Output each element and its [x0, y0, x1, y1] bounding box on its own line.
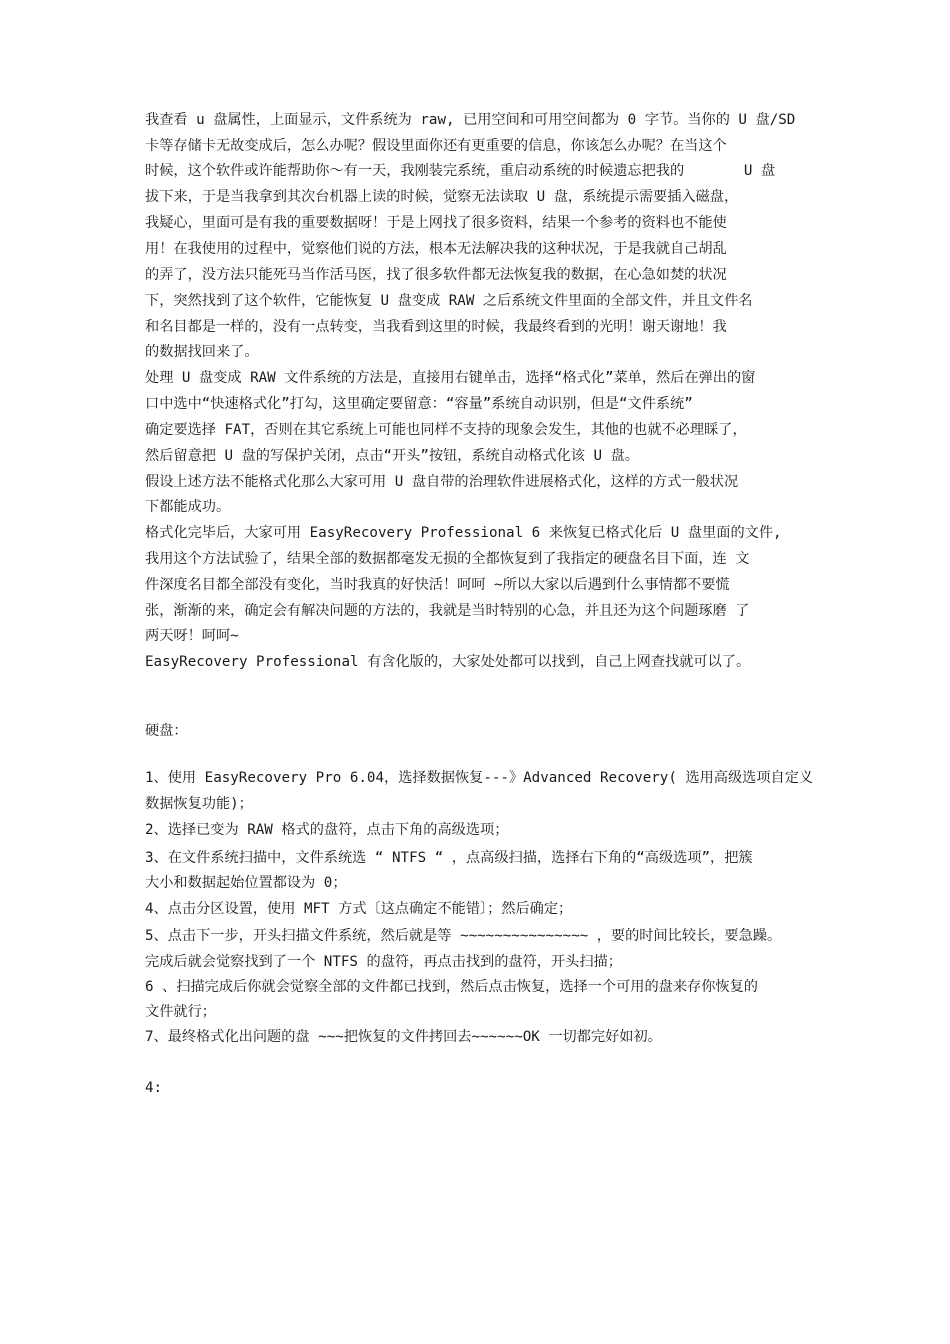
text-line: 然后留意把 U 盘的写保护关闭，点击“开头”按钮，系统自动格式化该 U 盘。	[145, 448, 639, 464]
text-line: 下，突然找到了这个软件，它能恢复 U 盘变成 RAW 之后系统文件里面的全部文件，并且文件名	[145, 293, 753, 309]
list-item: 大小和数据起始位置都设为 0；	[145, 875, 347, 891]
text-line: 用！在我使用的过程中，觉察他们说的方法，根本无法解决我的这种状况，于是我就自己胡乱	[145, 241, 727, 257]
list-item: 文件就行；	[145, 1004, 216, 1020]
list-item: 7、最终格式化出问题的盘 ~~~把恢复的文件拷回去~~~~~~OK 一切都完好如初。	[145, 1029, 662, 1045]
text-line: 我用这个方法试验了，结果全部的数据都毫发无损的全都恢复到了我指定的硬盘名目下面，连 文	[145, 551, 750, 567]
list-item: 5、点击下一步，开头扫描文件系统，然后就是等 ~~~~~~~~~~~~~~~ ，要的时间比较长，要急躁。	[145, 928, 782, 944]
text-line: 我疑心，里面可是有我的重要数据呀！于是上网找了很多资料，结果一个参考的资料也不能使	[145, 215, 727, 231]
text-line: 下都能成功。	[145, 499, 231, 515]
list-item: 3、在文件系统扫描中，文件系统选 “ NTFS “ ，点高级扫描，选择右下角的“高级选项”，把簇	[145, 850, 753, 866]
text-line: 确定要选择 FAT，否则在其它系统上可能也同样不支持的现象会发生，其他的也就不必理睬了，	[145, 422, 747, 438]
list-item: 1、使用 EasyRecovery Pro 6.04，选择数据恢复---》Advanced Recovery( 选用高级选项自定义	[145, 770, 814, 786]
text-line: 假设上述方法不能格式化那么大家可用 U 盘自带的治理软件进展格式化，这样的方式一般状况	[145, 474, 739, 490]
text-line: 件深度名目都全部没有变化，当时我真的好快活！呵呵 ~所以大家以后遇到什么事情都不要慌	[145, 577, 730, 593]
list-item: 4、点击分区设置，使用 MFT 方式〔这点确定不能错〕；然后确定；	[145, 901, 573, 917]
section-heading: 4:	[145, 1080, 163, 1096]
list-item: 数据恢复功能)；	[145, 796, 253, 812]
text-line: 时候，这个软件或许能帮助你～有一天，我刚装完系统，重启动系统的时候遗忘把我的 U 盘	[145, 163, 776, 179]
list-item: 2、选择已变为 RAW 格式的盘符，点击下角的高级选项；	[145, 822, 509, 838]
list-item: 6 、扫描完成后你就会觉察全部的文件都已找到，然后点击恢复，选择一个可用的盘来存你恢复的	[145, 979, 758, 995]
text-line: 两天呀！呵呵~	[145, 628, 239, 644]
text-line: 我查看 u 盘属性，上面显示，文件系统为 raw, 已用空间和可用空间都为 0 字节。当你的 U 盘/SD	[145, 112, 796, 128]
text-line: 张，渐渐的来，确定会有解决问题的方法的，我就是当时特别的心急，并且还为这个问题琢磨 了	[145, 603, 750, 619]
text-line: 的数据找回来了。	[145, 344, 259, 360]
text-line: 口中选中“快速格式化”打勾，这里确定要留意：“容量”系统自动识别，但是“文件系统”	[145, 396, 693, 412]
text-line: 和名目都是一样的，没有一点转变，当我看到这里的时候，我最终看到的光明！谢天谢地！我	[145, 319, 727, 335]
list-item: 完成后就会觉察找到了一个 NTFS 的盘符，再点击找到的盘符，开头扫描；	[145, 954, 622, 970]
text-line: 处理 U 盘变成 RAW 文件系统的方法是，直接用右键单击，选择“格式化”菜单，然后在弹出的窗	[145, 370, 756, 386]
section-heading: 硬盘：	[145, 723, 188, 739]
text-line: 拔下来，于是当我拿到其次台机器上读的时候，觉察无法读取 U 盘，系统提示需要插入磁盘，	[145, 189, 739, 205]
text-line: 格式化完毕后，大家可用 EasyRecovery Professional 6 来恢复已格式化后 U 盘里面的文件,	[145, 525, 782, 541]
text-line: 的弄了，没方法只能死马当作活马医，找了很多软件都无法恢复我的数据，在心急如焚的状况	[145, 267, 727, 283]
text-line: 卡等存储卡无故变成后，怎么办呢？假设里面你还有更重要的信息，你该怎么办呢？在当这个	[145, 138, 727, 154]
text-line: EasyRecovery Professional 有含化版的，大家处处都可以找到，自己上网查找就可以了。	[145, 654, 751, 670]
